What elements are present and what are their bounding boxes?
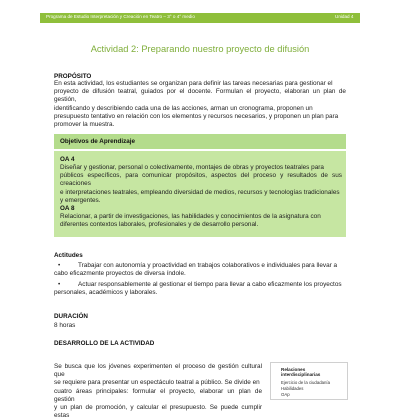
attitude-item [54,262,354,278]
page-header [0,0,400,44]
development-heading: DESARROLLO DE LA ACTIVIDAD [54,340,155,347]
development-line: se requiere para presentar un espectáculo teatral a público. Se divide en [54,379,260,387]
development-line: cuatro áreas principales: formular el proyecto, elaborar un plan de gestión [54,387,262,403]
development-line: y un plan de promoción, y calcular el presupuesto. Se puede cumplir estas [54,404,262,420]
attitude-line: cabo eficazmente proyectos de diversa índole. [54,270,186,278]
oa8-line: Relacionar, a partir de investigaciones, las habilidades y conocimientos de la asignatura con [60,213,321,220]
sidebar-title [281,367,320,378]
oa8-text [60,213,342,229]
development-line: Se busca que los jóvenes experimenten el proceso de gestión cultural que [54,363,262,379]
oa4-text [60,164,342,205]
oa8-line: diferentes contextos laborales, profesionales y de desarrollo personal. [60,221,259,229]
purpose-heading: PROPÓSITO [54,73,92,80]
development-text [54,363,262,420]
oa4-line: e interpretaciones teatrales, empleando diversidad de medios, recursos y tecnologías tradicionales [60,188,340,196]
purpose-line: En esta actividad, los estudiantes se organizan para definir las tareas necesarias para gestionar el [54,80,333,87]
objectives-heading: Objetivos de Aprendizaje [60,138,135,145]
purpose-line: promover la muestra. [54,121,115,129]
sidebar-line: Habilidades [281,386,304,391]
bullet-icon: • [58,281,61,288]
purpose-text [54,80,346,129]
oa4-line: públicos específicos, para comunicar propósitos, aspectos del proceso y resultados de sus creaciones [60,172,342,188]
header-unit-label: Unidad 4 [335,14,354,19]
sidebar-title-line: Relaciones [281,367,306,372]
oa4-title: OA 4 [60,156,75,163]
purpose-line: identificando y describiendo cada una de las acciones, arman un cronograma, proponen un [54,104,313,112]
purpose-line: presupuesto tentativo en relación con los elementos y recursos necesarios, y proponen un plan para [54,112,339,120]
duration-value: 8 horas [54,322,76,329]
objectives-box [54,134,346,237]
header-program-label: Programa de Estudio Interpretación y Creación en Teatro – 3° o 4° medio [46,14,195,19]
attitude-line: Actuar responsablemente al gestionar el tiempo para llevar a cabo eficazmente los proyectos [78,281,342,288]
sidebar-line: Ejercicio de la ciudadanía [281,380,330,385]
page-title: Actividad 2: Preparando nuestro proyecto de difusión [90,44,310,54]
sidebar-line: OAp [281,392,290,397]
attitude-line: Trabajar con autonomía y proactividad en trabajos colaborativos e individuales para llevar a [78,262,338,269]
interdisciplinary-sidebar [270,362,348,400]
oa4-line: Diseñar y gestionar, personal o colectivamente, montajes de obras y proyectos teatrales para [60,164,324,171]
bullet-icon: • [58,262,61,269]
oa8-title: OA 8 [60,205,75,212]
purpose-line: proyecto de difusión teatral, guiados por el docente. Formulan el proyecto, elaboran un plan de gestión, [54,88,346,104]
objectives-box-header [54,134,346,149]
objectives-box-body [54,151,346,237]
attitude-item [54,281,354,297]
duration-heading: DURACIÓN [54,313,88,320]
sidebar-title-line: interdisciplinarias [281,372,321,378]
oa4-line: y emergentes. [60,196,101,204]
attitude-line: personales, académicos y laborales. [54,289,158,297]
attitudes-heading: Actitudes [54,252,83,259]
